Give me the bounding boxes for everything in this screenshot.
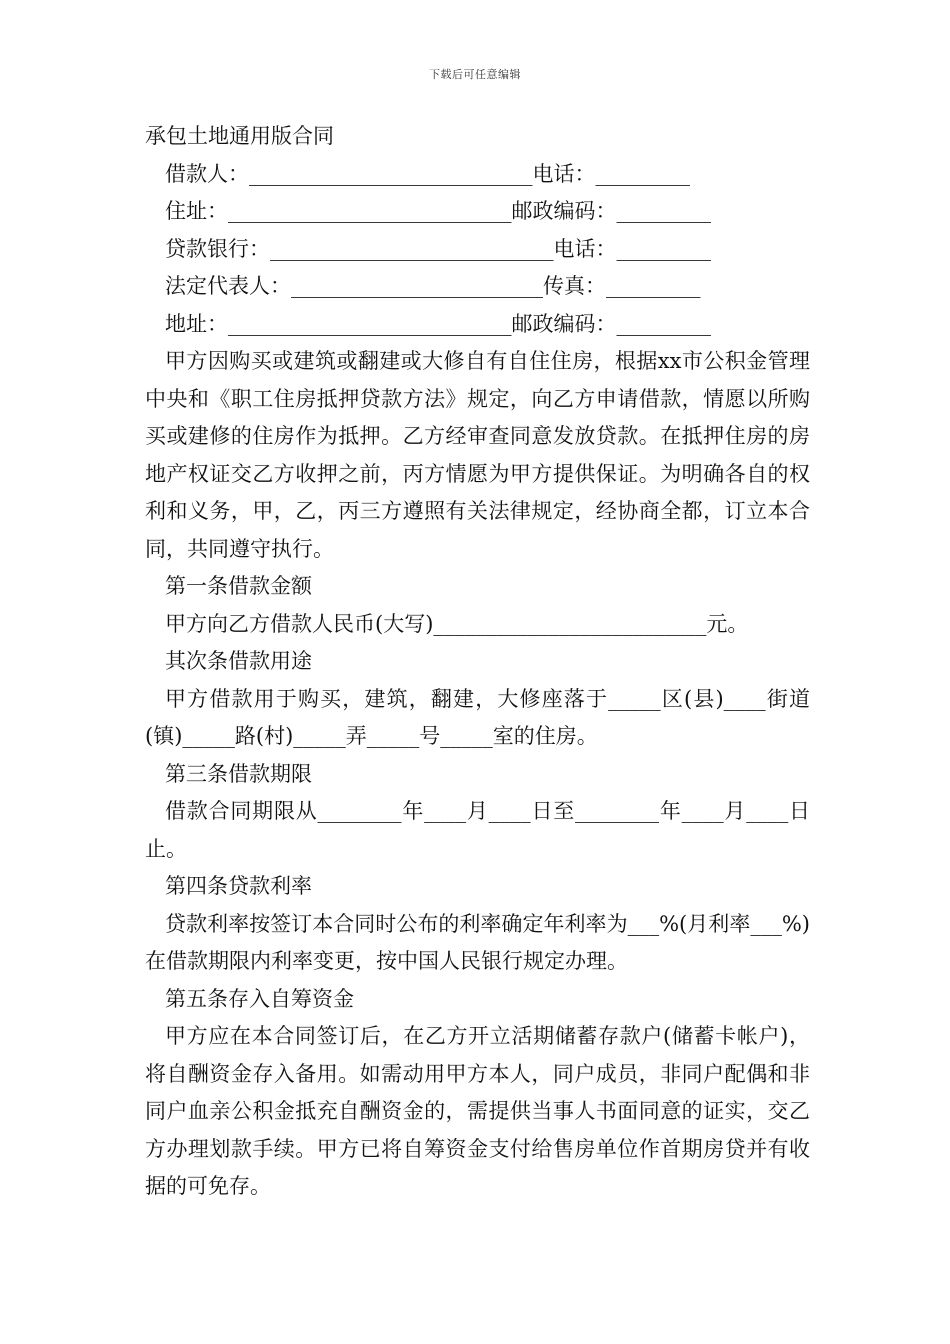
field-borrower: 借款人：___________________________电话：_________	[165, 161, 690, 186]
field-legal-representative: 法定代表人：________________________传真：_________	[165, 274, 701, 298]
field-bank-address: 地址：___________________________邮政编码：_________	[165, 311, 711, 336]
article-1-body: 甲方向乙方借款人民币(大写)__________________________元。	[165, 611, 749, 636]
article-5-body: 甲方应在本合同签订后，在乙方开立活期储蓄存款户(储蓄卡帐户)，将自酬资金存入备用。如需动用甲方本人，同户成员，非同户配偶和非同户血亲公积金抵充自酬资金的，需提供当事人书面同意的证实，交乙方办理划款手续。甲方已将自筹资金支付给售房单位作首期房贷并有收据的可免存。	[145, 1024, 810, 1198]
article-4-heading: 第四条贷款利率	[165, 874, 312, 898]
article-2-body: 甲方借款用于购买，建筑，翻建，大修座落于_____区(县)____街道(镇)_____路(村)_____弄_____号_____室的住房。	[145, 686, 810, 748]
intro-paragraph: 甲方因购买或建筑或翻建或大修自有自住住房，根据xx市公积金管理中央和《职工住房抵押贷款方法》规定，向乙方申请借款，情愿以所购买或建修的住房作为抵押。乙方经审查同意发放贷款。在抵押住房的房地产权证交乙方收押之前，丙方情愿为甲方提供保证。为明确各自的权利和义务，甲，乙，丙三方遵照有关法律规定，经协商全都，订立本合同，共同遵守执行。	[145, 349, 810, 561]
contract-document	[145, 118, 810, 1206]
article-4-body: 贷款利率按签订本合同时公布的利率确定年利率为___%(月利率___%)在借款期限内利率变更，按中国人民银行规定办理。	[145, 911, 810, 973]
document-title: 承包土地通用版合同	[145, 124, 334, 148]
article-3-heading: 第三条借款期限	[165, 761, 312, 786]
field-address: 住址：___________________________邮政编码：_________	[165, 199, 711, 223]
article-5-heading: 第五条存入自筹资金	[165, 986, 354, 1011]
article-3-body: 借款合同期限从________年____月____日至________年____月____日止。	[145, 799, 810, 861]
article-1-heading: 第一条借款金额	[165, 574, 312, 598]
field-bank: 贷款银行：___________________________电话：_________	[165, 236, 711, 261]
page-header-note: 下载后可任意编辑	[429, 68, 521, 81]
article-2-heading: 其次条借款用途	[165, 649, 312, 673]
